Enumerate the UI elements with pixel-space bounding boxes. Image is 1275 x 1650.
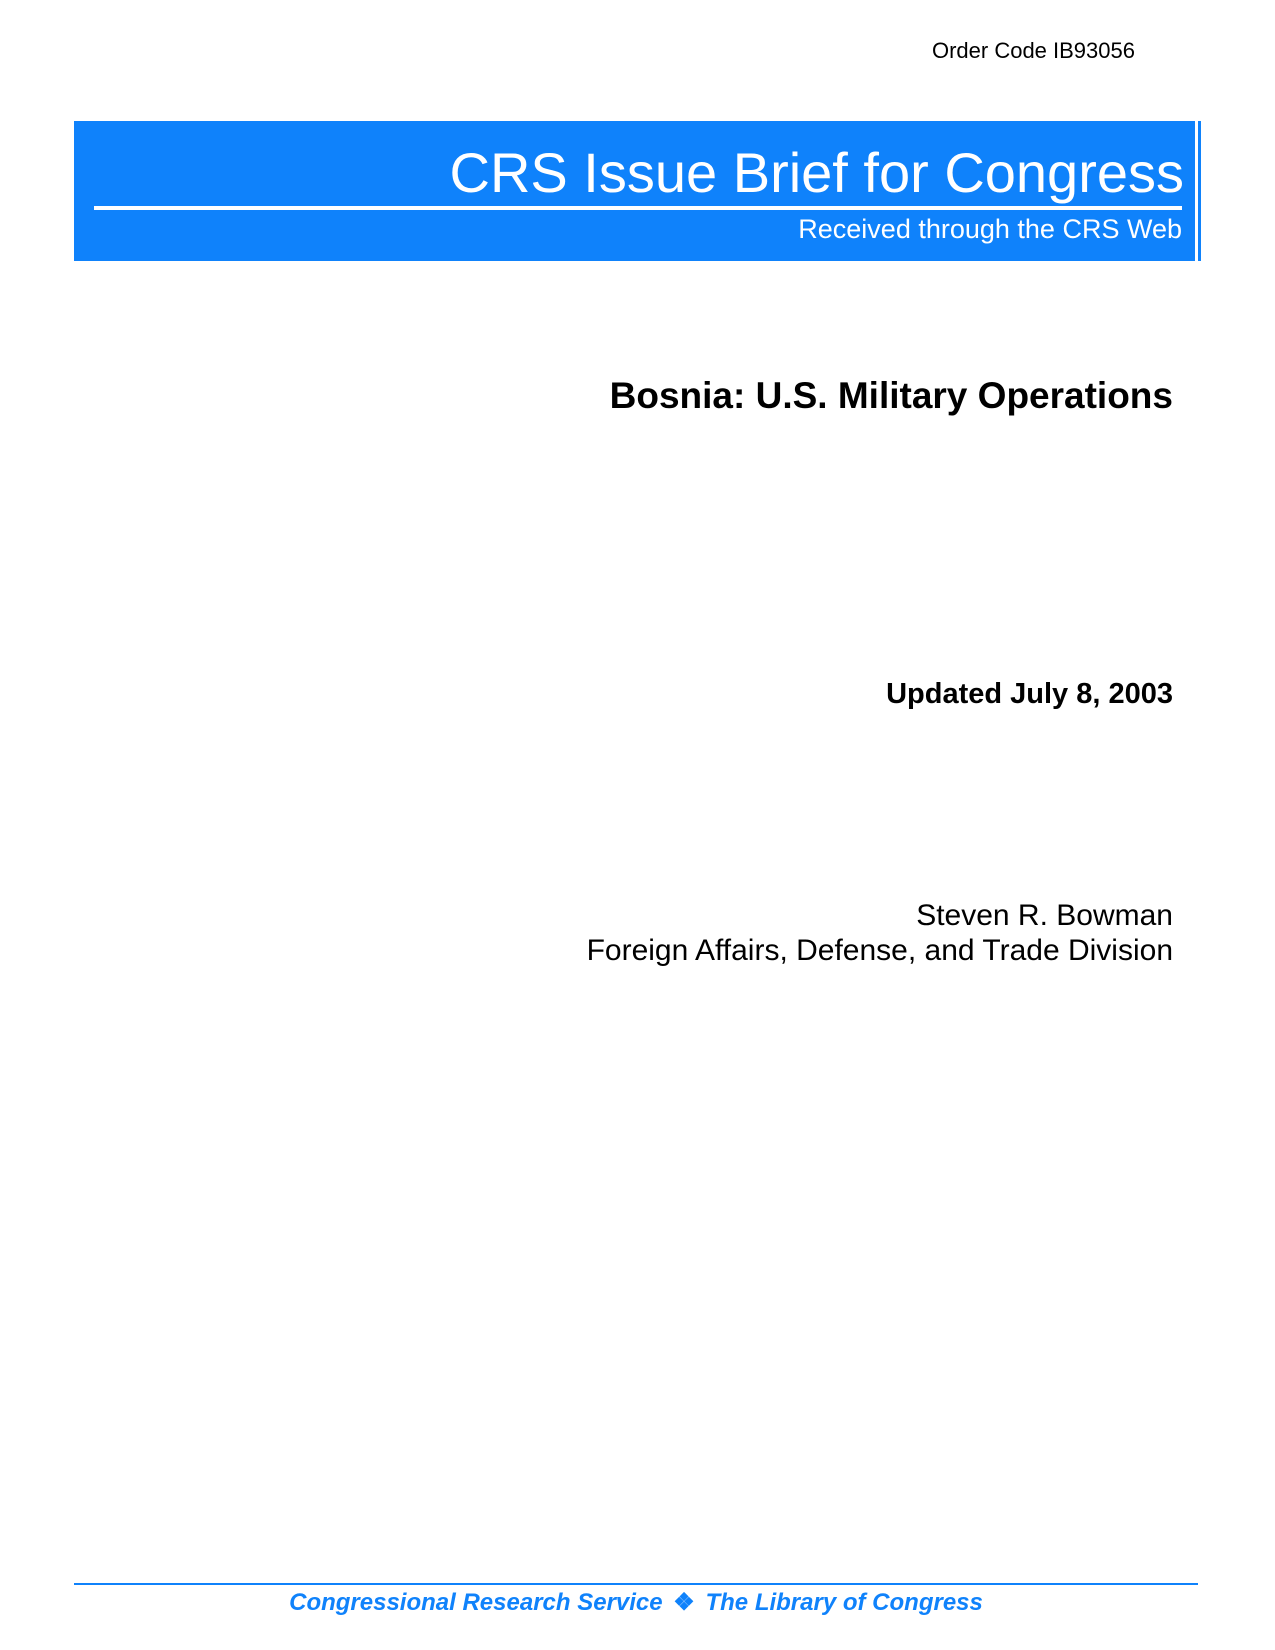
author-block <box>587 898 1173 968</box>
author-name: Steven R. Bowman <box>916 899 1173 932</box>
banner-edge-stripe <box>1198 121 1201 261</box>
banner-subtitle: Received through the CRS Web <box>798 214 1182 244</box>
document-title: Bosnia: U.S. Military Operations <box>609 375 1173 416</box>
order-code: Order Code IB93056 <box>931 38 1135 63</box>
author-division: Foreign Affairs, Defense, and Trade Division <box>586 934 1173 967</box>
footer-library: The Library of Congress <box>705 1589 983 1616</box>
banner-title: CRS Issue Brief for Congress <box>449 141 1184 204</box>
footer-publisher: Congressional Research Service <box>289 1589 663 1616</box>
updated-date: Updated July 8, 2003 <box>886 678 1173 710</box>
footer <box>74 1588 1198 1618</box>
diamond-cluster-icon: ❖ <box>673 1589 695 1616</box>
footer-divider <box>74 1583 1198 1585</box>
crs-banner <box>74 121 1198 261</box>
banner-divider <box>94 206 1182 210</box>
